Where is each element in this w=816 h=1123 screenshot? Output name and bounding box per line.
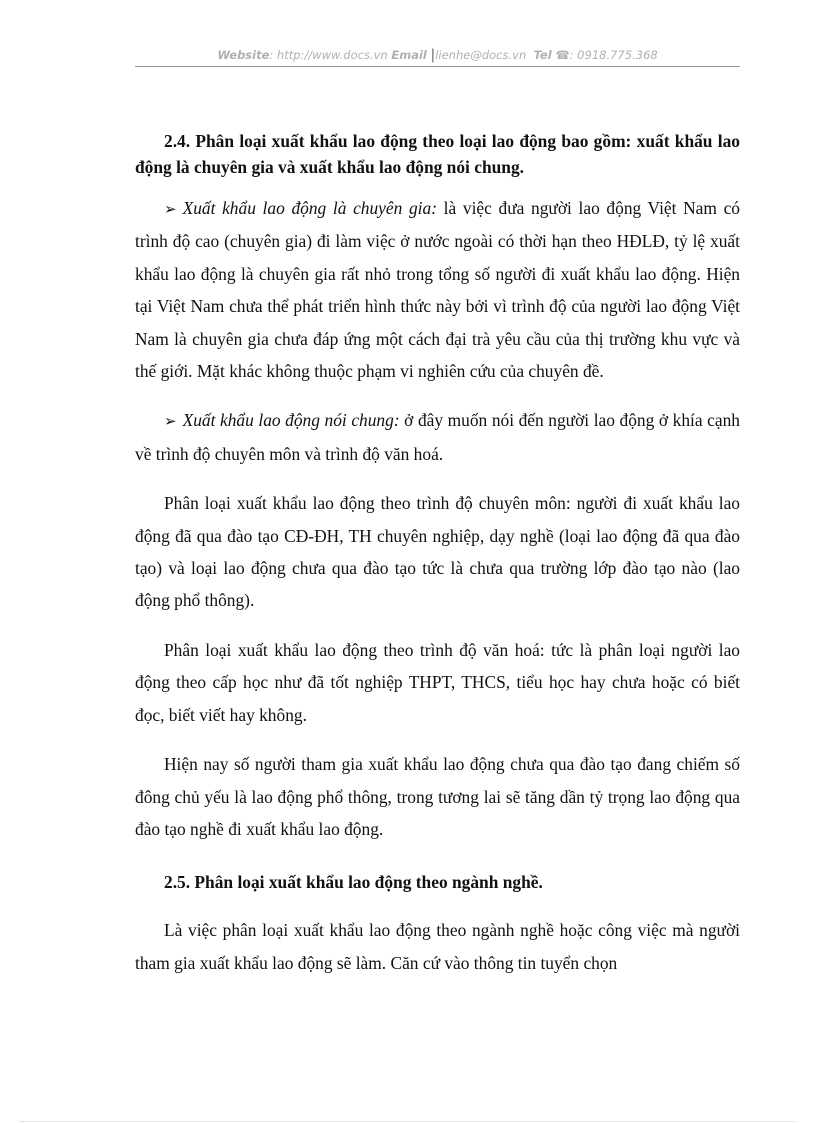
- arrow-bullet-icon: ➢: [164, 200, 177, 218]
- bullet-paragraph-experts: [135, 192, 740, 387]
- page-header: [135, 47, 740, 67]
- tel-value: : 0918.775.368: [569, 48, 658, 62]
- header-separator: |: [430, 47, 436, 63]
- bullet-paragraph-general: [135, 404, 740, 470]
- email-label: Email: [391, 48, 427, 62]
- paragraph-by-occupation: Là việc phân loại xuất khẩu lao động theo ngành nghề hoặc công việc mà người tham gia xuất khẩu lao động sẽ làm. Căn cứ vào thông tin tuyển chọn: [135, 920, 740, 973]
- tel-label: Tel: [533, 48, 552, 62]
- website-value: : http://www.docs.vn: [269, 48, 388, 62]
- email-value: lienhe@docs.vn: [435, 48, 527, 62]
- header-divider: [135, 66, 740, 67]
- phone-icon: ☎: [555, 48, 570, 62]
- section-2-5-heading: 2.5. Phân loại xuất khẩu lao động theo ngành nghề.: [164, 872, 543, 893]
- bullet-lead-experts: Xuất khẩu lao động là chuyên gia:: [182, 198, 437, 218]
- bullet-lead-general: Xuất khẩu lao động nói chung:: [182, 410, 400, 431]
- bullet-text-experts: là việc đưa người lao động Việt Nam có trình độ cao (chuyên gia) đi làm việc ở nước ngoài có thời hạn theo HĐLĐ, tỷ lệ xuất khẩu lao động là chuyên gia rất nhỏ trong tổng số người đi xuất khẩu lao động. Hiện tại Việt Nam chưa thể phát triển hình thức này bởi vì trình độ của người lao động Việt Nam là chuyên gia chưa đáp ứng một cách đại trà yêu cầu của thị trường khu vực và thế giới. Mặt khác không thuộc phạm vi nghiên cứu của chuyên đề.: [135, 198, 740, 382]
- section-2-4-heading: 2.4. Phân loại xuất khẩu lao động theo loại lao động bao gồm: xuất khẩu lao động là chuyên gia và xuất khẩu lao động nói chung.: [135, 131, 740, 177]
- paragraph-current-state: Hiện nay số người tham gia xuất khẩu lao động chưa qua đào tạo đang chiếm số đông chủ yếu là lao động phổ thông, trong tương lai sẽ tăng dần tỷ trọng lao động qua đào tạo nghề đi xuất khẩu lao động.: [135, 754, 740, 839]
- bullet-text-general: ở đây muốn nói đến người lao động ở khía cạnh về trình độ chuyên môn và trình độ văn hoá.: [135, 410, 740, 464]
- paragraph-professional-level: Phân loại xuất khẩu lao động theo trình độ chuyên môn: người đi xuất khẩu lao động đã qua đào tạo CĐ-ĐH, TH chuyên nghiệp, dạy nghề (loại lao động đã qua đào tạo) và loại lao động chưa qua đào tạo tức là chưa qua trường lớp đào tạo nào (lao động phổ thông).: [135, 493, 740, 611]
- document-body: [135, 128, 740, 979]
- website-label: Website: [217, 48, 270, 62]
- arrow-bullet-icon: ➢: [164, 412, 177, 431]
- footer-divider: [20, 1121, 796, 1122]
- paragraph-education-level: Phân loại xuất khẩu lao động theo trình độ văn hoá: tức là phân loại người lao động theo cấp học như đã tốt nghiệp THPT, THCS, tiểu học hay chưa hoặc có biết đọc, biết viết hay không.: [135, 639, 740, 725]
